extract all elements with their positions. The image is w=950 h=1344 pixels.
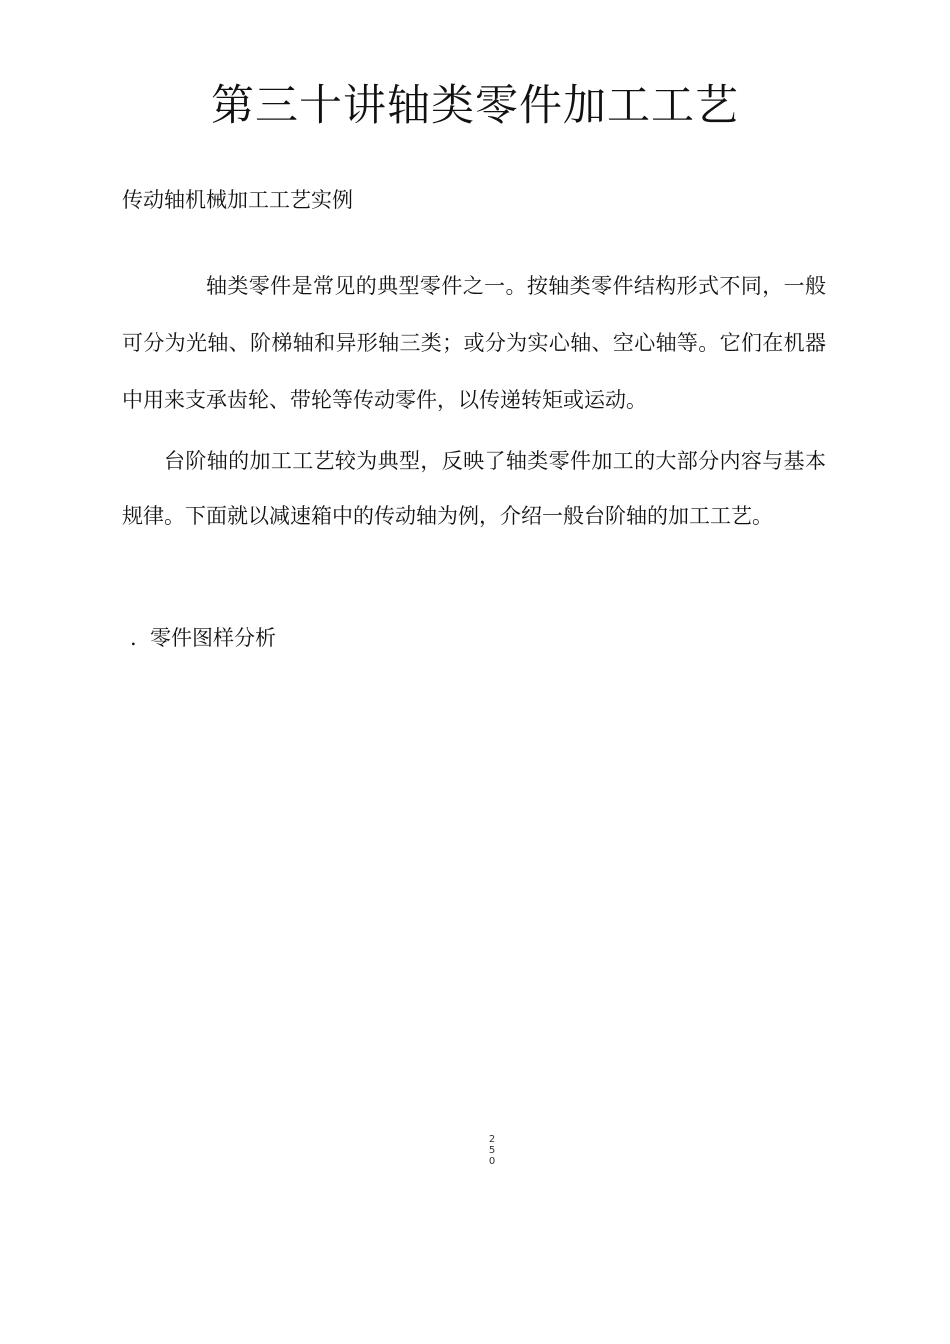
document-title: 第三十讲轴类零件加工工艺: [211, 81, 739, 131]
section-heading-text: 零件图样分析: [150, 626, 276, 650]
paragraph-stepped-shaft: 台阶轴的加工工艺较为典型，反映了轴类零件加工的大部分内容与基本规律。下面就以减速箱中的传动轴为例，介绍一般台阶轴的加工工艺。: [122, 449, 826, 528]
document-subtitle: 传动轴机械加工工艺实例: [122, 188, 353, 212]
section-marker: .: [130, 626, 137, 650]
paragraph-shaft-types: 轴类零件是常见的典型零件之一。按轴类零件结构形式不同，一般可分为光轴、阶梯轴和异形轴三类；或分为实心轴、空心轴等。它们在机器中用来支承齿轮、带轮等传动零件，以传递转矩或运动。: [122, 274, 826, 412]
page-number-digit: 2: [488, 1134, 496, 1145]
page-number-digit: 0: [488, 1156, 496, 1167]
page-number: [482, 1134, 502, 1167]
section-heading: [130, 624, 276, 652]
page-number-digit: 5: [488, 1145, 496, 1156]
